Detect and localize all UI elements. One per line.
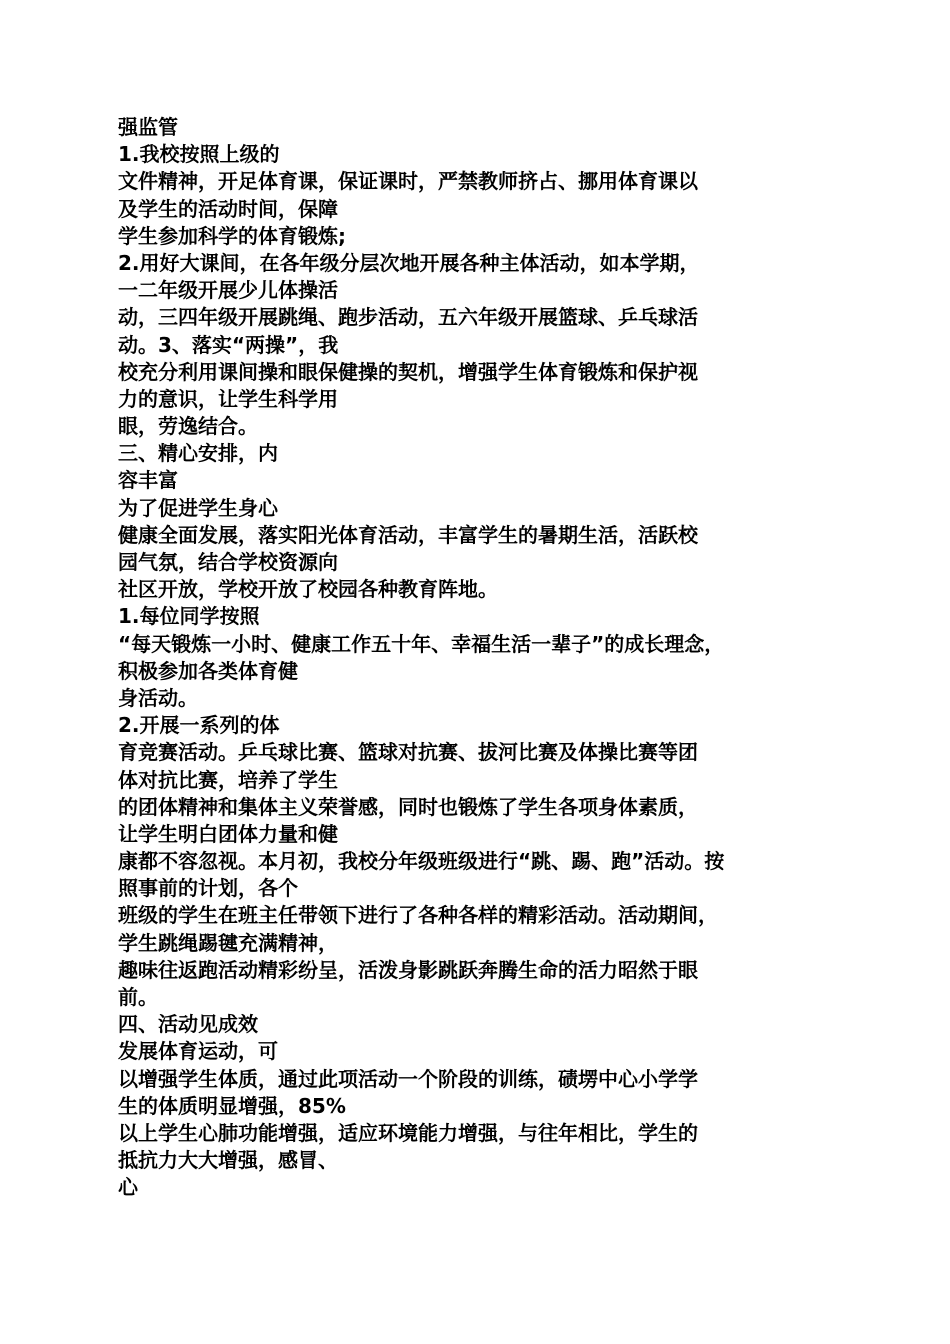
text-line: 园气氛，结合学校资源向 [118, 550, 338, 574]
text-line: 学生参加科学的体育锻炼; [118, 223, 346, 248]
document-body [118, 114, 838, 1202]
text-line: 力的意识，让学生科学用 [118, 386, 338, 411]
text-line: 发展体育运动，可 [118, 1039, 278, 1064]
text-line: 生的体质明显增强，85% [118, 1093, 346, 1118]
text-line: “每天锻炼一小时、健康工作五十年、幸福生活一辈子”的成长理念， [118, 631, 725, 656]
text-line: 及学生的活动时间，保障 [118, 196, 338, 221]
text-line: 为了促进学生身心 [118, 495, 278, 520]
text-line: 趣味往返跑活动精彩纷呈，活泼身影跳跃奔腾生命的活力昭然于眼 [118, 957, 698, 982]
text-line: 照事前的计划，各个 [118, 876, 298, 901]
text-line: 积极参加各类体育健 [118, 658, 298, 683]
text-line: 学生跳绳踢毽充满精神， [118, 930, 338, 955]
text-line: 眼，劳逸结合。 [118, 414, 258, 439]
text-line: 以上学生心肺功能增强，适应环境能力增强，与往年相比，学生的 [118, 1120, 698, 1145]
text-line: 文件精神，开足体育课，保证课时，严禁教师挤占、挪用体育课以 [118, 169, 698, 194]
text-line: 四、活动见成效 [118, 1012, 258, 1037]
text-line: 2.开展一系列的体 [118, 713, 280, 738]
text-line: 抵抗力大大增强，感冒、 [118, 1148, 338, 1173]
text-line: 2.用好大课间，在各年级分层次地开展各种主体活动，如本学期， [118, 250, 700, 275]
text-line: 动。3、落实“两操”，我 [118, 332, 339, 357]
text-line: 体对抗比赛，培养了学生 [118, 767, 338, 792]
text-line: 育竞赛活动。乒乓球比赛、篮球对抗赛、拔河比赛及体操比赛等团 [118, 740, 698, 765]
text-line: 心 [118, 1175, 138, 1200]
text-line: 容丰富 [118, 468, 178, 493]
text-line: 校充分利用课间操和眼保健操的契机，增强学生体育锻炼和保护视 [118, 359, 698, 384]
text-line: 动，三四年级开展跳绳、跑步活动，五六年级开展篮球、乒乓球活 [118, 305, 698, 330]
text-line: 三、精心安排，内 [118, 441, 278, 466]
text-line: 社区开放，学校开放了校园各种教育阵地。 [118, 577, 498, 602]
text-line: 让学生明白团体力量和健 [118, 821, 338, 846]
text-line: 身活动。 [118, 685, 198, 710]
text-line: 一二年级开展少儿体操活 [118, 278, 338, 303]
text-line: 前。 [118, 985, 158, 1009]
text-line: 班级的学生在班主任带领下进行了各种各样的精彩活动。活动期间， [118, 903, 718, 928]
text-line: 强监管 [118, 115, 178, 139]
text-line: 的团体精神和集体主义荣誉感，同时也锻炼了学生各项身体素质， [118, 794, 698, 819]
text-line: 1.我校按照上级的 [118, 142, 280, 167]
text-line: 健康全面发展，落实阳光体育活动，丰富学生的暑期生活，活跃校 [118, 522, 698, 547]
text-line: 康都不容忽视。本月初，我校分年级班级进行“跳、踢、跑”活动。按 [118, 849, 725, 874]
text-line: 1.每位同学按照 [118, 604, 260, 629]
text-line: 以增强学生体质，通过此项活动一个阶段的训练，碛塄中心小学学 [118, 1066, 698, 1091]
